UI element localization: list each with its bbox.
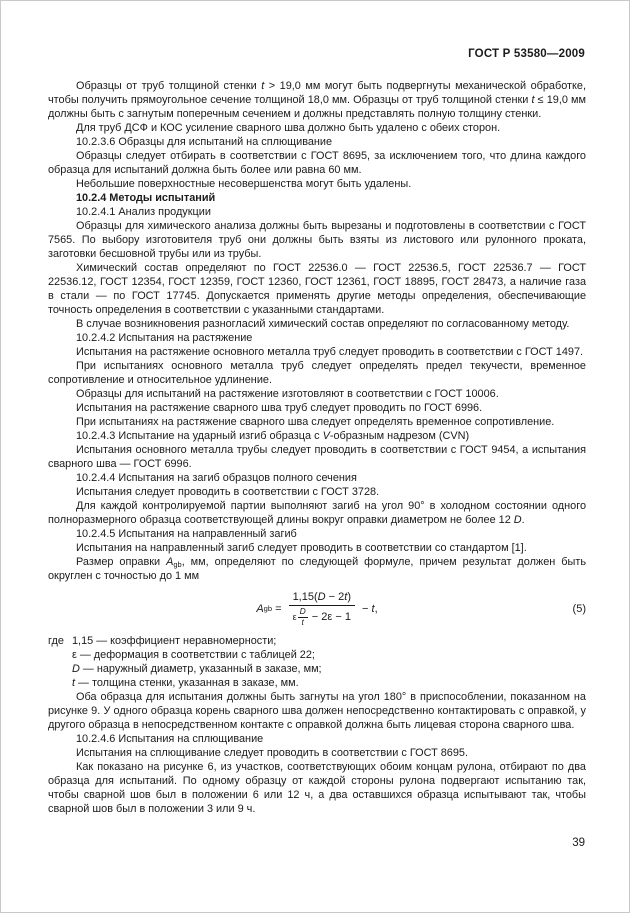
document-code: ГОСТ Р 53580—2009 <box>468 48 585 60</box>
text-run: Как показано на рисунке 6, из участков, соответствующих обоим концам рулона, отбирают по два образца для испытаний. По одному образцу от каждой стороны рулона подвергают испытанию так, чтобы сварной шов был в положении 6 или 12 ч, а два оставшихся образца испытывают так, чтобы сварной шов был в положении 3 или 9 ч. <box>48 761 586 816</box>
clause-heading <box>48 331 586 345</box>
text-run: > 19,0 мм могут быть подвергнуты механической обработке, чтобы получить прямоугольное сечение толщиной 18,0 мм. Образцы от труб толщиной стенки <box>48 80 586 106</box>
text-run: Небольшие поверхностные несовершенства могут быть удалены. <box>76 178 412 190</box>
math-var: t <box>261 80 265 92</box>
text-run: Образцы для испытаний на растяжение изготовляют в соответствии с ГОСТ 10006. <box>76 388 499 400</box>
clause-heading <box>48 429 586 443</box>
nested-fraction <box>298 607 308 627</box>
nested-denominator <box>301 618 303 628</box>
paragraph <box>48 499 586 527</box>
legend-where-label <box>48 676 72 690</box>
text-run: 10.2.4.1 Анализ продукции <box>76 206 211 218</box>
text-run: При испытаниях основного металла труб следует определять предел текучести, временное сопротивление и относительное удлинение. <box>48 360 586 386</box>
math-var: D <box>299 606 306 617</box>
paragraph <box>48 121 586 135</box>
paragraph <box>48 317 586 331</box>
text-run: − 2 <box>325 591 345 603</box>
text-run: Испытания на растяжение основного металла труб следует проводить в соответствии с ГОСТ 1497. <box>76 346 584 358</box>
text-run: gb <box>173 560 182 569</box>
paragraph <box>48 387 586 401</box>
text-run: = <box>272 603 285 616</box>
nested-numerator <box>298 607 308 617</box>
clause-heading <box>48 471 586 485</box>
paragraph <box>48 443 586 471</box>
paragraph <box>48 359 586 387</box>
text-run: . <box>521 514 525 526</box>
paragraph <box>48 219 586 261</box>
legend-text <box>72 662 586 676</box>
paragraph <box>48 401 586 415</box>
legend-where-label <box>48 648 72 662</box>
text-run: Для каждой контролируемой партии выполняют загиб на угол 90° в холодном состоянии одного полноразмерного образца соответствующей длины вокруг оправки диаметром не более 12 <box>48 500 586 526</box>
text-run: Образцы от труб толщиной стенки <box>76 80 262 92</box>
math-var: t <box>72 677 76 690</box>
text-run: При испытаниях на растяжение сварного шва следует определять временное сопротивление. <box>76 416 555 428</box>
equation-number: (5) <box>572 603 586 616</box>
text-run: 10.2.4.4 Испытания на загиб образцов полного сечения <box>76 472 357 484</box>
paragraph <box>48 149 586 177</box>
legend-where-label: где <box>48 635 64 648</box>
paragraph <box>48 345 586 359</box>
document-content <box>48 79 586 816</box>
formula-block <box>48 591 586 627</box>
math-var: A <box>166 556 174 568</box>
legend-where-label <box>48 662 72 676</box>
text-run: -образным надрезом (CVN) <box>329 430 470 442</box>
fraction-numerator <box>289 591 355 606</box>
math-var: D <box>72 663 80 676</box>
legend-item <box>48 648 586 662</box>
text-run: 10.2.4 Методы испытаний <box>76 192 216 204</box>
fraction <box>289 591 355 627</box>
page-number: 39 <box>572 837 585 849</box>
text-run: ≤ 19,0 мм должны быть с загнутым поперечным сечением и должны представлять полную толщину стенки. <box>48 94 586 120</box>
text-run: 10.2.4.2 Испытания на растяжение <box>76 332 253 344</box>
text-run: ) <box>347 591 351 603</box>
text-run: Испытания основного металла трубы следует проводить в соответствии с ГОСТ 9454, а испытания сварного шва — ГОСТ 6996. <box>48 444 586 470</box>
legend-item <box>48 676 586 690</box>
text-run: 10.2.4.3 Испытание на ударный изгиб образца с <box>76 430 323 442</box>
text-run: − <box>358 603 372 616</box>
paragraph <box>48 760 586 816</box>
text-run: 1,15 — коэффициент неравномерности; <box>72 635 277 648</box>
text-run: Оба образца для испытания должны быть загнуты на угол 180° в приспособлении, показанном на рисунке 9. У одного образца корень сварного шва должен непосредственно контактировать с оправкой, у другого образца в непосредственном контакте с оправкой должна быть лицевая сторона сварного шва. <box>48 691 586 732</box>
formula: A gb = 1,15(D − 2t) ε $\frac{D}{t}$ − 2ε − 1 − t , <box>256 591 378 628</box>
math-var: A <box>256 603 264 616</box>
paragraph <box>48 690 586 732</box>
paragraph <box>48 555 586 583</box>
text-run: − 2ε − 1 <box>308 610 351 623</box>
fraction-denominator <box>293 606 351 627</box>
text-run: 1,15( <box>292 591 318 603</box>
text-run: 10.2.4.6 Испытания на сплющивание <box>76 733 264 746</box>
text-run: , мм, определяют по следующей формуле, причем результат должен быть округлен с точностью до 1 мм <box>48 556 586 582</box>
page-header <box>468 48 585 60</box>
math-var: V <box>322 430 330 442</box>
subsection-heading <box>48 191 586 205</box>
paragraph <box>48 746 586 760</box>
text-run: Испытания на сплющивание следует проводить в соответствии с ГОСТ 8695. <box>76 747 469 760</box>
paragraph <box>48 485 586 499</box>
paragraph <box>48 177 586 191</box>
legend-item <box>48 662 586 676</box>
text-run: — толщина стенки, указанная в заказе, мм. <box>75 677 299 690</box>
clause-heading <box>48 135 586 149</box>
math-var: t <box>301 617 304 628</box>
text-run: Испытания следует проводить в соответствии с ГОСТ 3728. <box>76 486 380 498</box>
legend-text <box>72 634 586 648</box>
text-run: , <box>374 603 378 616</box>
clause-heading <box>48 527 586 541</box>
math-var: D <box>513 514 522 526</box>
text-run: Для труб ДСФ и КОС усиление сварного шва должно быть удалено с обеих сторон. <box>76 122 501 134</box>
paragraph <box>48 415 586 429</box>
paragraph <box>48 261 586 317</box>
text-run: Размер оправки <box>76 556 167 568</box>
text-run: Образцы следует отбирать в соответствии с ГОСТ 8695, за исключением того, что длина каждого образца для испытаний должна быть более или равна 60 мм. <box>48 150 586 176</box>
text-run: 10.2.4.5 Испытания на направленный загиб <box>76 528 297 540</box>
text-run: ε <box>292 611 297 622</box>
paragraph <box>48 541 586 555</box>
text-run: Испытания на растяжение сварного шва труб следует проводить по ГОСТ 6996. <box>76 402 483 414</box>
legend-item <box>48 634 586 648</box>
legend-text <box>72 648 586 662</box>
clause-heading <box>48 732 586 746</box>
text-run: Образцы для химического анализа должны быть вырезаны и подготовлены в соответствии с ГОСТ 7565. По выбору изготовителя труб они должны быть взяты из листового или рулонного проката, заготовки бесшовной трубы или из трубы. <box>48 220 586 260</box>
math-var: t <box>344 591 348 603</box>
text-run: Химический состав определяют по ГОСТ 22536.0 — ГОСТ 22536.5, ГОСТ 22536.7 — ГОСТ 22536.12, ГОСТ 12354, ГОСТ 12359, ГОСТ 12360, ГОСТ 12361, ГОСТ 18895, ГОСТ 28473, а наличие газа в стали — по ГОСТ 17745. Допускается применять другие методы определения, обеспечивающие точность определения в соответствии с указанными стандартами. <box>48 262 586 316</box>
text-run: ε — деформация в соответствии с таблицей 22; <box>72 649 315 662</box>
text-run: В случае возникновения разногласий химический состав определяют по согласованному методу. <box>76 318 570 330</box>
legend-text <box>72 676 586 690</box>
paragraph <box>48 79 586 121</box>
math-var: t <box>531 94 535 106</box>
math-var: t <box>371 603 375 616</box>
clause-heading <box>48 205 586 219</box>
page-footer <box>572 837 585 849</box>
text-run: Испытания на направленный загиб следует проводить в соответствии со стандартом [1]. <box>76 542 527 554</box>
math-var: D <box>317 591 326 603</box>
text-run: — наружный диаметр, указанный в заказе, мм; <box>79 663 322 676</box>
formula-legend <box>48 634 586 690</box>
text-run: 10.2.3.6 Образцы для испытаний на сплющивание <box>76 136 333 148</box>
